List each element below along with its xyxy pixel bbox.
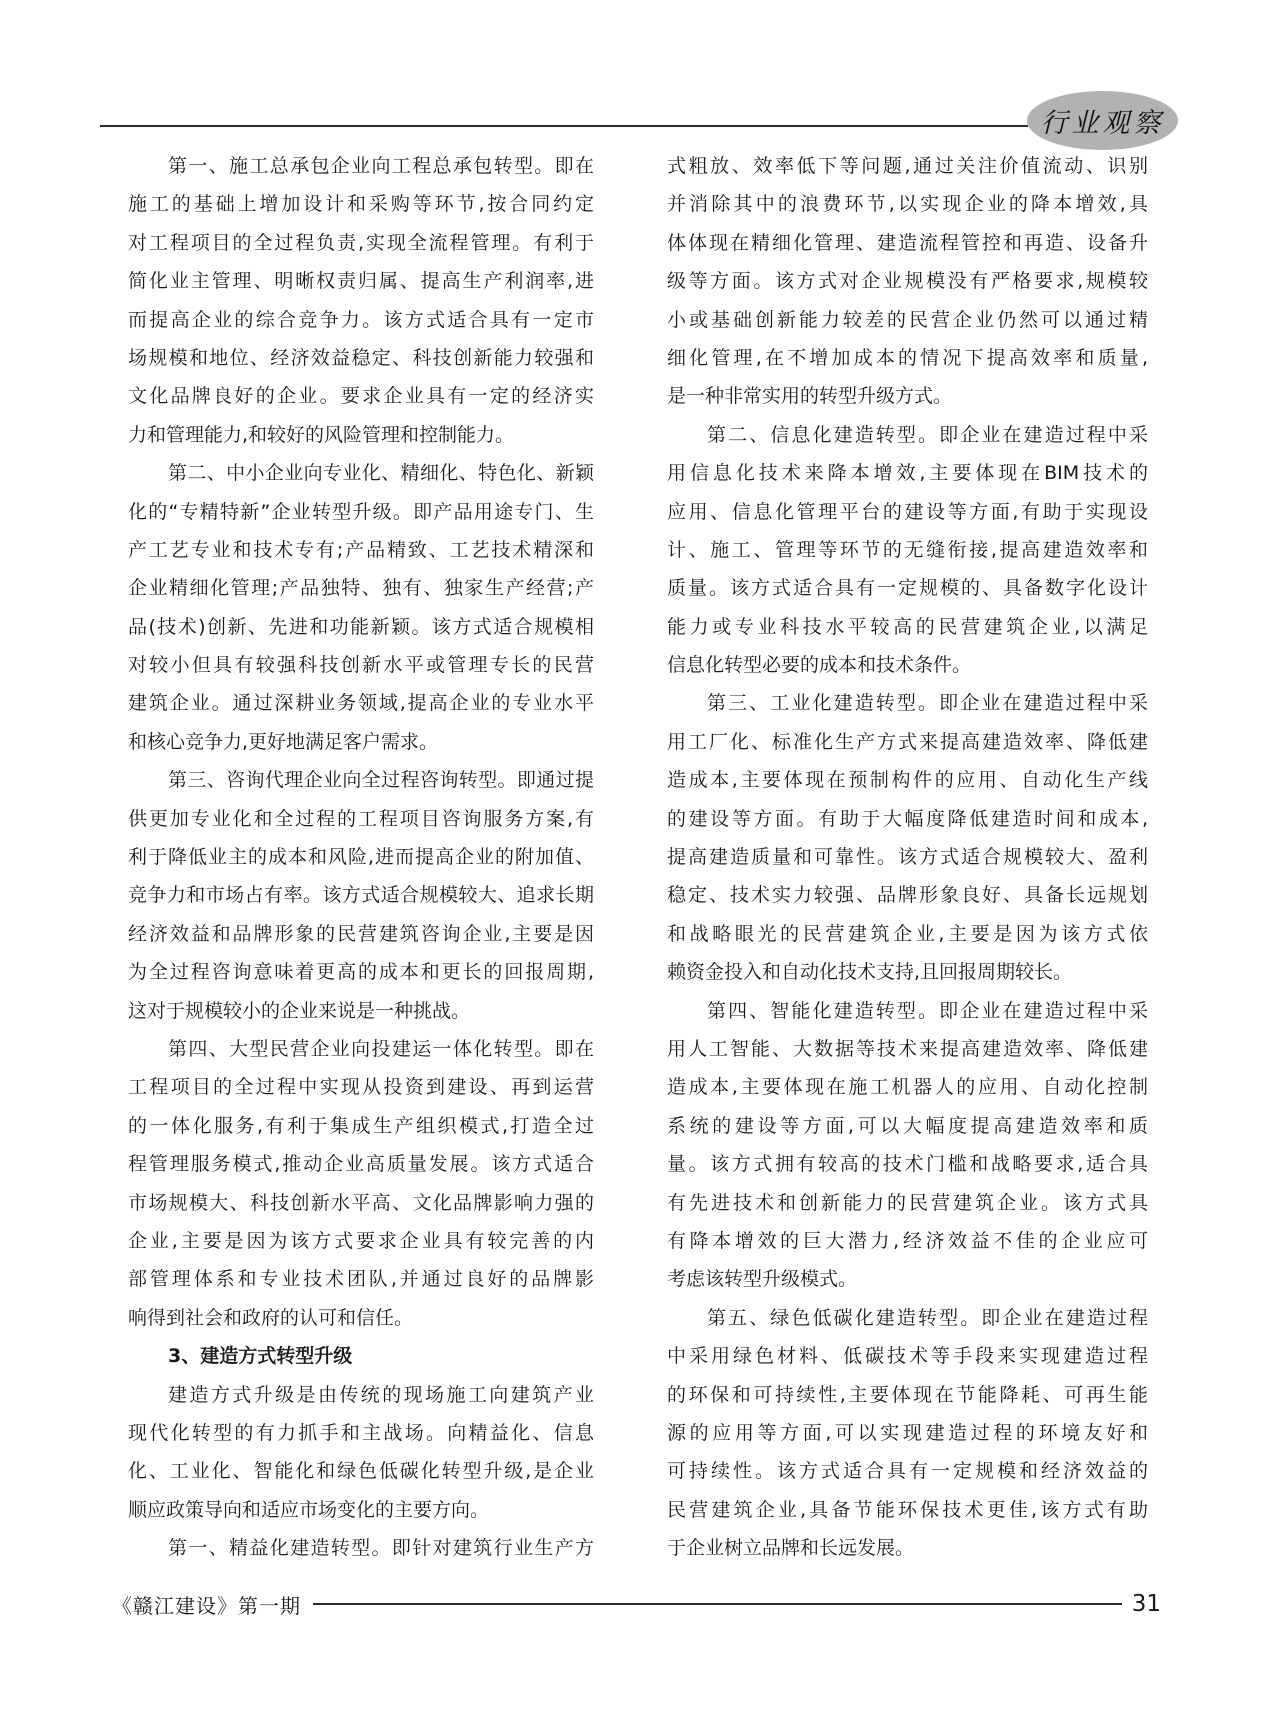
text-line: 第五、绿色低碳化建造转型。即企业在建造过程 bbox=[707, 1306, 1148, 1329]
text-line: 而提高企业的综合竞争力。该方式适合具有一定市 bbox=[128, 308, 594, 331]
footer-rule bbox=[313, 1603, 1122, 1605]
text-line: 并消除其中的浪费环节,以实现企业的降本增效,具 bbox=[667, 193, 1148, 216]
text-line: 利于降低业主的成本和风险,进而提高企业的附加值、 bbox=[128, 846, 594, 869]
text-line: 赖资金投入和自动化技术支持,且回报周期较长。 bbox=[667, 961, 1073, 984]
page-number: 31 bbox=[1131, 1591, 1161, 1617]
text-line: 对工程项目的全过程负责,实现全流程管理。有利于 bbox=[128, 231, 594, 254]
text-line: 小或基础创新能力较差的民营企业仍然可以通过精 bbox=[667, 308, 1148, 331]
text-line: 民营建筑企业,具备节能环保技术更佳,该方式有助 bbox=[667, 1498, 1148, 1521]
text-line: 体体现在精细化管理、建造流程管控和再造、设备升 bbox=[667, 231, 1148, 254]
text-line: 和战略眼光的民营建筑企业,主要是因为该方式依 bbox=[667, 922, 1148, 945]
text-line: 量。该方式拥有较高的技术门槛和战略要求,适合具 bbox=[667, 1153, 1148, 1176]
text-line: 工程项目的全过程中实现从投资到建设、再到运营 bbox=[128, 1076, 594, 1099]
header-rule bbox=[100, 125, 1028, 127]
text-line: 用信息化技术来降本增效,主要体现在BIM技术的 bbox=[667, 462, 1148, 485]
text-line: 现代化转型的有力抓手和主战场。向精益化、信息 bbox=[128, 1421, 594, 1444]
text-line: 产工艺专业和技术专有;产品精致、工艺技术精深和 bbox=[128, 538, 594, 561]
text-line: 这对于规模较小的企业来说是一种挑战。 bbox=[128, 999, 471, 1022]
text-line: 顺应政策导向和适应市场变化的主要方向。 bbox=[128, 1498, 490, 1521]
text-line: 场规模和地位、经济效益稳定、科技创新能力较强和 bbox=[128, 346, 594, 369]
text-line: 用工厂化、标准化生产方式来提高建造效率、降低建 bbox=[667, 730, 1148, 753]
text-line: 文化品牌良好的企业。要求企业具有一定的经济实 bbox=[128, 385, 594, 408]
text-line: 稳定、技术实力较强、品牌形象良好、具备长远规划 bbox=[667, 884, 1148, 907]
text-line: 于企业树立品牌和长远发展。 bbox=[667, 1537, 915, 1560]
text-line: 3、建造方式转型升级 bbox=[168, 1345, 353, 1368]
text-line: 信息化转型必要的成本和技术条件。 bbox=[667, 654, 972, 677]
text-line: 造成本,主要体现在施工机器人的应用、自动化控制 bbox=[667, 1076, 1148, 1099]
text-line: 建造方式升级是由传统的现场施工向建筑产业 bbox=[168, 1383, 594, 1406]
right-text-column bbox=[667, 147, 1148, 1567]
text-line: 系统的建设等方面,可以大幅度提高建造效率和质 bbox=[667, 1114, 1148, 1137]
text-line: 质量。该方式适合具有一定规模的、具备数字化设计 bbox=[667, 577, 1148, 600]
text-line: 对较小但具有较强科技创新水平或管理专长的民营 bbox=[128, 654, 594, 677]
text-line: 是一种非常实用的转型升级方式。 bbox=[667, 385, 953, 408]
text-line: 程管理服务模式,推动企业高质量发展。该方式适合 bbox=[128, 1153, 594, 1176]
text-line: 简化业主管理、明晰权责归属、提高生产利润率,进 bbox=[128, 270, 594, 293]
badge-label: 行业观察 bbox=[1040, 108, 1165, 139]
text-line: 第一、施工总承包企业向工程总承包转型。即在 bbox=[168, 155, 594, 177]
text-line: 和核心竞争力,更好地满足客户需求。 bbox=[128, 730, 439, 753]
text-line: 级等方面。该方式对企业规模没有严格要求,规模较 bbox=[667, 270, 1148, 293]
left-text-column bbox=[128, 147, 594, 1567]
text-line: 有降本增效的巨大潜力,经济效益不佳的企业应可 bbox=[667, 1229, 1148, 1252]
text-line: 品(技术)创新、先进和功能新颖。该方式适合规模相 bbox=[128, 615, 594, 638]
text-line: 企业,主要是因为该方式要求企业具有较完善的内 bbox=[128, 1229, 594, 1252]
text-line: 能力或专业科技水平较高的民营建筑企业,以满足 bbox=[667, 615, 1148, 638]
text-line: 式粗放、效率低下等问题,通过关注价值流动、识别 bbox=[667, 155, 1148, 177]
text-line: 源的应用等方面,可以实现建造过程的环境友好和 bbox=[667, 1421, 1148, 1444]
text-line: 化、工业化、智能化和绿色低碳化转型升级,是企业 bbox=[128, 1460, 594, 1483]
text-line: 为全过程咨询意味着更高的成本和更长的回报周期, bbox=[128, 961, 594, 984]
text-line: 提高建造质量和可靠性。该方式适合规模较大、盈利 bbox=[667, 846, 1148, 869]
page-footer bbox=[112, 1588, 1161, 1620]
text-line: 细化管理,在不增加成本的情况下提高效率和质量, bbox=[667, 346, 1148, 369]
text-line: 第二、信息化建造转型。即企业在建造过程中采 bbox=[707, 423, 1148, 446]
text-line: 经济效益和品牌形象的民营建筑咨询企业,主要是因 bbox=[128, 922, 594, 945]
industry-watch-badge bbox=[1027, 91, 1178, 150]
text-line: 应用、信息化管理平台的建设等方面,有助于实现设 bbox=[667, 500, 1148, 523]
journal-title: 《赣江建设》第一期 bbox=[112, 1593, 301, 1618]
text-line: 用人工智能、大数据等技术来提高建造效率、降低建 bbox=[667, 1037, 1148, 1060]
text-line: 建筑企业。通过深耕业务领域,提高企业的专业水平 bbox=[128, 692, 594, 715]
text-line: 第二、中小企业向专业化、精细化、特色化、新颖 bbox=[168, 462, 594, 485]
text-line: 造成本,主要体现在预制构件的应用、自动化生产线 bbox=[667, 769, 1148, 792]
text-line: 的一体化服务,有利于集成生产组织模式,打造全过 bbox=[128, 1114, 594, 1137]
text-line: 的建设等方面。有助于大幅度降低建造时间和成本, bbox=[667, 807, 1148, 830]
text-line: 化的“专精特新”企业转型升级。即产品用途专门、生 bbox=[128, 500, 594, 523]
text-line: 市场规模大、科技创新水平高、文化品牌影响力强的 bbox=[128, 1191, 594, 1214]
text-line: 力和管理能力,和较好的风险管理和控制能力。 bbox=[128, 423, 515, 446]
text-line: 第一、精益化建造转型。即针对建筑行业生产方 bbox=[168, 1537, 594, 1560]
text-line: 施工的基础上增加设计和采购等环节,按合同约定 bbox=[128, 193, 594, 216]
text-line: 竞争力和市场占有率。该方式适合规模较大、追求长期 bbox=[128, 884, 594, 907]
text-line: 考虑该转型升级模式。 bbox=[667, 1268, 858, 1291]
text-line: 企业精细化管理;产品独特、独有、独家生产经营;产 bbox=[128, 577, 594, 600]
text-line: 的环保和可持续性,主要体现在节能降耗、可再生能 bbox=[667, 1383, 1148, 1406]
text-line: 有先进技术和创新能力的民营建筑企业。该方式具 bbox=[667, 1191, 1148, 1214]
text-line: 可持续性。该方式适合具有一定规模和经济效益的 bbox=[667, 1460, 1148, 1483]
text-line: 第三、咨询代理企业向全过程咨询转型。即通过提 bbox=[168, 769, 594, 792]
text-line: 中采用绿色材料、低碳技术等手段来实现建造过程 bbox=[667, 1345, 1148, 1368]
text-line: 供更加专业化和全过程的工程项目咨询服务方案,有 bbox=[128, 807, 594, 830]
text-line: 计、施工、管理等环节的无缝衔接,提高建造效率和 bbox=[667, 538, 1148, 561]
text-line: 第四、大型民营企业向投建运一体化转型。即在 bbox=[168, 1037, 594, 1060]
text-line: 第三、工业化建造转型。即企业在建造过程中采 bbox=[707, 692, 1148, 715]
text-line: 部管理体系和专业技术团队,并通过良好的品牌影 bbox=[128, 1268, 594, 1291]
text-line: 响得到社会和政府的认可和信任。 bbox=[128, 1306, 414, 1329]
text-line: 第四、智能化建造转型。即企业在建造过程中采 bbox=[707, 999, 1148, 1022]
